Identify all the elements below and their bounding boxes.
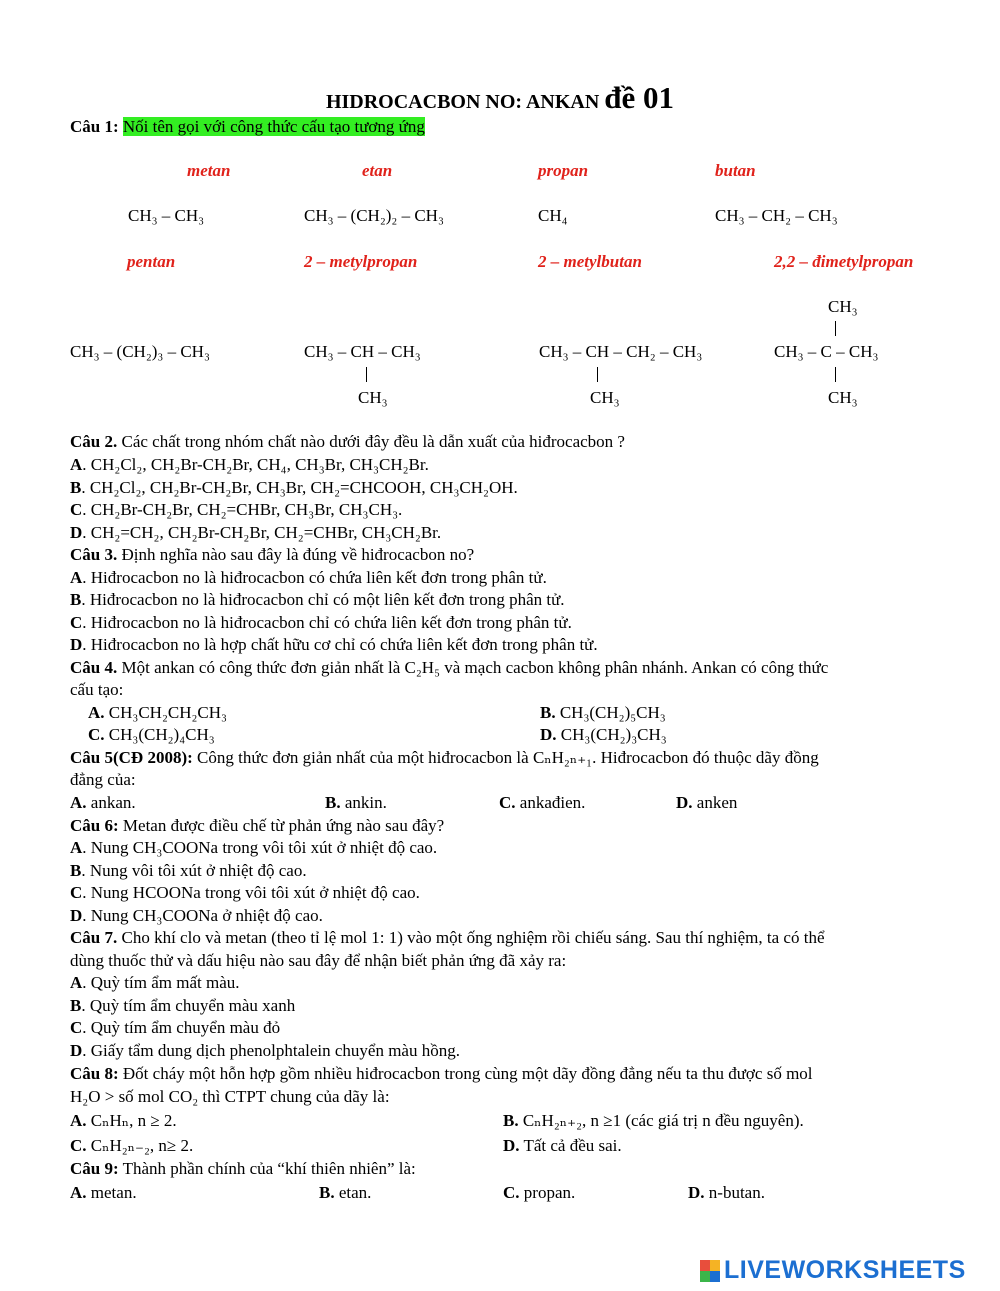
q3-option-c[interactable] bbox=[70, 612, 572, 634]
q5-line1: Công thức đơn giản nhất của một hiđrocacbon là CₙH₂ₙ₊₁. Hiđrocacbon đó thuộc dãy đồng bbox=[192, 748, 819, 767]
option-text: . Quỳ tím ẩm chuyển màu đỏ bbox=[82, 1018, 281, 1037]
option-text: . Nung HCOONa trong vôi tôi xút ở nhiệt độ cao. bbox=[82, 883, 420, 902]
option-key: D. bbox=[540, 725, 557, 744]
option-text: Tất cả đều sai. bbox=[519, 1136, 622, 1155]
option-key: C bbox=[70, 1018, 83, 1037]
q4-question bbox=[70, 657, 828, 679]
option-text: metan. bbox=[86, 1183, 137, 1202]
option-text: CH₃(CH₂)₃CH₃ bbox=[556, 725, 667, 744]
option-key: B. bbox=[503, 1111, 519, 1130]
q3-option-b[interactable] bbox=[70, 589, 565, 611]
name-butan[interactable]: butan bbox=[715, 161, 756, 180]
name-propan[interactable]: propan bbox=[538, 161, 589, 180]
q4-option-c[interactable] bbox=[88, 724, 215, 746]
q4-label: Câu 4. bbox=[70, 658, 118, 677]
option-key: C. bbox=[503, 1183, 520, 1202]
q3-question bbox=[70, 544, 474, 566]
option-key: B bbox=[70, 996, 82, 1015]
name-2-metylbutan[interactable]: 2 – metylbutan bbox=[538, 252, 642, 271]
q2-option-a[interactable] bbox=[70, 454, 429, 476]
q3-option-a[interactable] bbox=[70, 567, 547, 589]
option-key: D bbox=[70, 635, 83, 654]
option-text: propan. bbox=[519, 1183, 576, 1202]
option-text: ankin. bbox=[340, 793, 387, 812]
q1-heading bbox=[70, 117, 425, 137]
name-metan[interactable]: metan bbox=[187, 161, 231, 180]
q7-question bbox=[70, 927, 825, 949]
q3-text: Định nghĩa nào sau đây là đúng về hiđrocacbon no? bbox=[117, 545, 475, 564]
option-text: . Giấy tẩm dung dịch phenolphtalein chuyển màu hồng. bbox=[82, 1041, 460, 1060]
bond-line bbox=[835, 321, 836, 336]
option-text: . Hiđrocacbon no là hợp chất hữu cơ chỉ có chứa liên kết đơn trong phân tử. bbox=[82, 635, 598, 654]
option-key: D. bbox=[688, 1183, 705, 1202]
option-key: B. bbox=[319, 1183, 335, 1202]
q1-label: Câu 1: bbox=[70, 117, 119, 136]
q2-text: Các chất trong nhóm chất nào dưới đây đều là dẫn xuất của hiđrocacbon ? bbox=[117, 432, 625, 451]
option-text: CₙH₂ₙ₋₂, n≥ 2. bbox=[86, 1136, 194, 1155]
option-text: ankađien. bbox=[515, 793, 586, 812]
option-key: D bbox=[70, 1041, 83, 1060]
option-text: . Nung vôi tôi xút ở nhiệt độ cao. bbox=[81, 861, 307, 880]
option-key: A. bbox=[88, 703, 105, 722]
q4-option-d[interactable] bbox=[540, 724, 667, 746]
option-key: C bbox=[70, 883, 83, 902]
q8-question bbox=[70, 1063, 813, 1085]
option-text: . Hiđrocacbon no là hiđrocacbon chỉ có chứa liên kết đơn trong phân tử. bbox=[82, 613, 572, 632]
q2-option-b[interactable] bbox=[70, 477, 518, 499]
q3-option-d[interactable] bbox=[70, 634, 598, 656]
q6-option-a[interactable] bbox=[70, 837, 437, 859]
formula-8-bottom: CH₃ bbox=[828, 388, 858, 407]
option-key: C. bbox=[88, 725, 105, 744]
option-text: . Hiđrocacbon no là hiđrocacbon có chứa liên kết đơn trong phân tử. bbox=[82, 568, 547, 587]
bond-line bbox=[597, 367, 598, 382]
q9-option-d[interactable] bbox=[688, 1182, 765, 1204]
option-key: C. bbox=[70, 1136, 87, 1155]
q7-option-c[interactable] bbox=[70, 1017, 280, 1039]
option-text: . Quỳ tím ẩm chuyển màu xanh bbox=[81, 996, 296, 1015]
q4-option-b[interactable] bbox=[540, 702, 666, 724]
liveworksheets-logo bbox=[700, 1256, 966, 1285]
formula-7-main: CH₃ – CH – CH₂ – CH₃ bbox=[539, 342, 703, 361]
title-suffix: đề 01 bbox=[604, 80, 675, 115]
q8-line1: Đốt cháy một hỗn hợp gồm nhiều hiđrocacbon trong cùng một dãy đồng đẳng nếu ta thu được số mol bbox=[118, 1064, 813, 1083]
option-text: CₙH₂ₙ₊₂, n ≥1 (các giá trị n đều nguyên). bbox=[518, 1111, 804, 1130]
q6-option-c[interactable] bbox=[70, 882, 420, 904]
option-text: CH₃CH₂CH₂CH₃ bbox=[104, 703, 227, 722]
option-key: B bbox=[70, 590, 82, 609]
option-key: C bbox=[70, 613, 83, 632]
q2-label: Câu 2. bbox=[70, 432, 118, 451]
option-text: CₙHₙ, n ≥ 2. bbox=[86, 1111, 177, 1130]
q9-option-c[interactable] bbox=[503, 1182, 575, 1204]
q7-line1: Cho khí clo và metan (theo tỉ lệ mol 1: 1) vào một ống nghiệm rồi chiếu sáng. Sau thí nghiệm, ta có thể bbox=[117, 928, 825, 947]
option-key: C bbox=[70, 500, 83, 519]
option-key: C. bbox=[499, 793, 516, 812]
q8-label: Câu 8: bbox=[70, 1064, 119, 1083]
formula-1[interactable]: CH₃ – CH₃ bbox=[128, 206, 205, 225]
q8-option-a[interactable] bbox=[70, 1110, 177, 1132]
title-main: HIDROCACBON NO: ANKAN bbox=[325, 91, 605, 113]
q5-line2: đẳng của: bbox=[70, 770, 136, 789]
option-key: A bbox=[70, 455, 83, 474]
q6-question bbox=[70, 815, 444, 837]
option-text: CH₃(CH₂)₄CH₃ bbox=[104, 725, 215, 744]
option-key: B. bbox=[540, 703, 556, 722]
formula-6-main: CH₃ – CH – CH₃ bbox=[304, 342, 421, 361]
formula-3[interactable]: CH₄ bbox=[538, 206, 568, 225]
q7-option-d[interactable] bbox=[70, 1040, 460, 1062]
logo-mark-icon bbox=[700, 1260, 720, 1282]
bond-line bbox=[835, 367, 836, 382]
q9-option-b[interactable] bbox=[319, 1182, 371, 1204]
q9-question bbox=[70, 1158, 416, 1180]
q6-option-d[interactable] bbox=[70, 905, 323, 927]
q2-option-d[interactable] bbox=[70, 522, 441, 544]
option-text: . CH₂Br-CH₂Br, CH₂=CHBr, CH₃Br, CH₃CH₃. bbox=[82, 500, 403, 519]
q6-label: Câu 6: bbox=[70, 816, 119, 835]
option-key: B bbox=[70, 478, 82, 497]
q4-option-a[interactable] bbox=[88, 702, 227, 724]
name-etan[interactable]: etan bbox=[362, 161, 393, 180]
option-text: CH₃(CH₂)₅CH₃ bbox=[555, 703, 666, 722]
q9-option-a[interactable] bbox=[70, 1182, 137, 1204]
option-key: A bbox=[70, 973, 83, 992]
q4-line1: Một ankan có công thức đơn giản nhất là C₂H₅ và mạch cacbon không phân nhánh. Ankan có công thức bbox=[117, 658, 829, 677]
option-text: n-butan. bbox=[704, 1183, 765, 1202]
q6-option-b[interactable] bbox=[70, 860, 307, 882]
bond-line bbox=[366, 367, 367, 382]
option-key: A. bbox=[70, 1111, 87, 1130]
q6-text: Metan được điều chế từ phản ứng nào sau đây? bbox=[118, 816, 445, 835]
q5-option-a[interactable] bbox=[70, 792, 136, 814]
option-text: . Nung CH₃COONa ở nhiệt độ cao. bbox=[82, 906, 323, 925]
q8-option-d[interactable] bbox=[503, 1135, 622, 1157]
option-key: A bbox=[70, 838, 83, 857]
formula-6-branch: CH₃ bbox=[358, 388, 388, 407]
option-text: . Quỳ tím ẩm mất màu. bbox=[82, 973, 240, 992]
option-text: . Hiđrocacbon no là hiđrocacbon chỉ có một liên kết đơn trong phân tử. bbox=[81, 590, 565, 609]
option-key: D bbox=[70, 906, 83, 925]
q8-option-c[interactable] bbox=[70, 1135, 193, 1157]
q5-option-b[interactable] bbox=[325, 792, 387, 814]
q7-label: Câu 7. bbox=[70, 928, 118, 947]
q1-instruction: Nối tên gọi với công thức cấu tạo tương ứng bbox=[122, 117, 425, 136]
option-key: D bbox=[70, 523, 83, 542]
formula-2[interactable]: CH₃ – (CH₂)₂ – CH₃ bbox=[304, 206, 444, 225]
name-pentan[interactable]: pentan bbox=[127, 252, 176, 271]
q7-option-b[interactable] bbox=[70, 995, 295, 1017]
option-text: ankan. bbox=[86, 793, 136, 812]
q5-option-d[interactable] bbox=[676, 792, 737, 814]
option-text: etan. bbox=[334, 1183, 372, 1202]
q5-option-c[interactable] bbox=[499, 792, 585, 814]
option-key: B bbox=[70, 861, 82, 880]
q5-question bbox=[70, 747, 819, 769]
option-text: . CH₂=CH₂, CH₂Br-CH₂Br, CH₂=CHBr, CH₃CH₂Br. bbox=[82, 523, 442, 542]
q8-option-b[interactable] bbox=[503, 1110, 804, 1132]
option-key: D. bbox=[503, 1136, 520, 1155]
q7-option-a[interactable] bbox=[70, 972, 240, 994]
formula-8-main: CH₃ – C – CH₃ bbox=[774, 342, 879, 361]
option-key: D. bbox=[676, 793, 693, 812]
q8-line2: H₂O > số mol CO₂ thì CTPT chung của dãy là: bbox=[70, 1087, 390, 1106]
option-text: . CH₂Cl₂, CH₂Br-CH₂Br, CH₃Br, CH₂=CHCOOH, CH₃CH₂OH. bbox=[81, 478, 518, 497]
q3-label: Câu 3. bbox=[70, 545, 118, 564]
formula-5[interactable]: CH₃ – (CH₂)₃ – CH₃ bbox=[70, 342, 210, 361]
option-text: . Nung CH₃COONa trong vôi tôi xút ở nhiệt độ cao. bbox=[82, 838, 438, 857]
formula-8-top: CH₃ bbox=[828, 297, 858, 316]
q7-line2: dùng thuốc thử và dấu hiệu nào sau đây để nhận biết phản ứng đã xảy ra: bbox=[70, 951, 567, 970]
q4-line2: cấu tạo: bbox=[70, 680, 124, 699]
q2-option-c[interactable] bbox=[70, 499, 402, 521]
option-text: . CH₂Cl₂, CH₂Br-CH₂Br, CH₄, CH₃Br, CH₃CH₂Br. bbox=[82, 455, 429, 474]
option-key: B. bbox=[325, 793, 341, 812]
option-key: A bbox=[70, 568, 83, 587]
q9-label: Câu 9: bbox=[70, 1159, 119, 1178]
option-text: anken bbox=[692, 793, 738, 812]
formula-7-branch: CH₃ bbox=[590, 388, 620, 407]
q9-text: Thành phần chính của “khí thiên nhiên” là: bbox=[118, 1159, 416, 1178]
q2-question bbox=[70, 431, 625, 453]
logo-text: LIVEWORKSHEETS bbox=[724, 1256, 966, 1284]
name-2-metylpropan[interactable]: 2 – metylpropan bbox=[304, 252, 418, 271]
page-title bbox=[0, 80, 1000, 116]
name-2-2-dimetylpropan[interactable]: 2,2 – đimetylpropan bbox=[774, 252, 914, 271]
q5-label: Câu 5(CĐ 2008): bbox=[70, 748, 193, 767]
option-key: A. bbox=[70, 793, 87, 812]
option-key: A. bbox=[70, 1183, 87, 1202]
formula-4[interactable]: CH₃ – CH₂ – CH₃ bbox=[715, 206, 838, 225]
